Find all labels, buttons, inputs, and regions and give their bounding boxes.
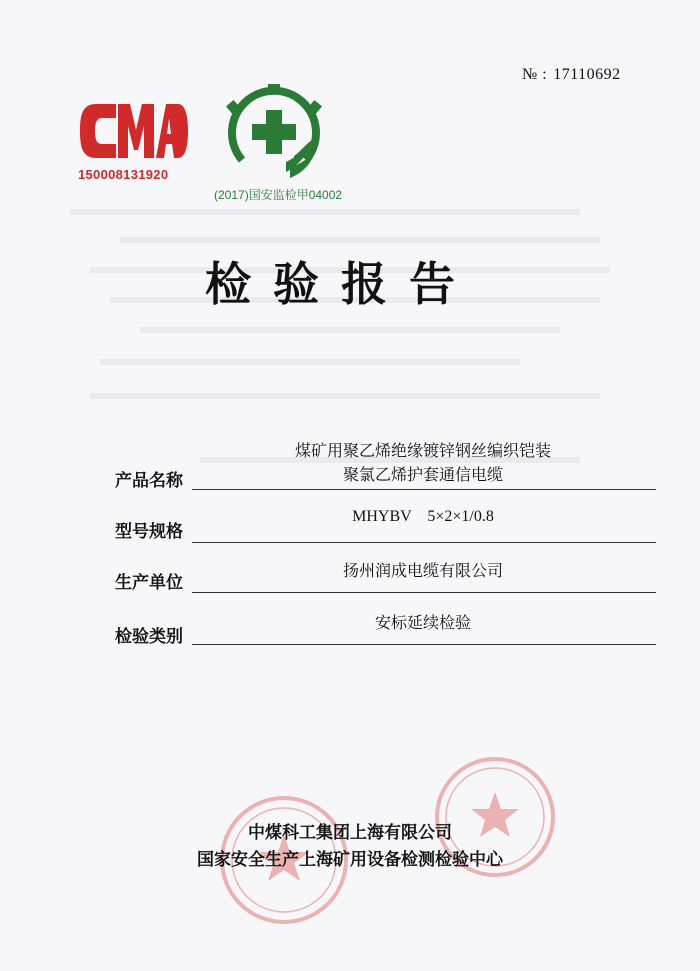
model-spec-underline bbox=[192, 542, 656, 543]
report-number bbox=[522, 66, 621, 84]
safety-mark-logo bbox=[222, 82, 326, 184]
report-number-value: 17110692 bbox=[553, 66, 621, 83]
product-name-line1: 煤矿用聚乙烯绝缘镀锌钢丝编织铠装 bbox=[294, 441, 551, 460]
model-spec-value: MHYBV 5×2×1/0.8 bbox=[352, 508, 494, 525]
safety-mark-code: (2017)国安监检甲04002 bbox=[214, 188, 343, 202]
product-name-line2: 聚氯乙烯护套通信电缆 bbox=[342, 465, 503, 484]
cma-number: 150008131920 bbox=[78, 167, 169, 182]
manufacturer-value: 扬州润成电缆有限公司 bbox=[342, 561, 503, 580]
product-name-underline bbox=[192, 489, 656, 490]
issuer-line-1: 中煤科工集团上海有限公司 bbox=[248, 823, 452, 843]
report-number-label: № : bbox=[522, 66, 548, 83]
inspection-type-label: 检验类别 bbox=[115, 627, 183, 647]
issuer-line-2: 国家安全生产上海矿用设备检测检验中心 bbox=[197, 850, 503, 870]
manufacturer-underline bbox=[192, 592, 656, 593]
inspection-type-value: 安标延续检验 bbox=[374, 613, 471, 632]
inspection-type-underline bbox=[192, 644, 656, 645]
model-spec-label: 型号规格 bbox=[115, 522, 183, 542]
manufacturer-label: 生产单位 bbox=[115, 573, 183, 593]
cma-logo bbox=[78, 98, 190, 168]
product-name-label: 产品名称 bbox=[115, 471, 183, 491]
report-title: 检验报告 bbox=[205, 257, 477, 311]
